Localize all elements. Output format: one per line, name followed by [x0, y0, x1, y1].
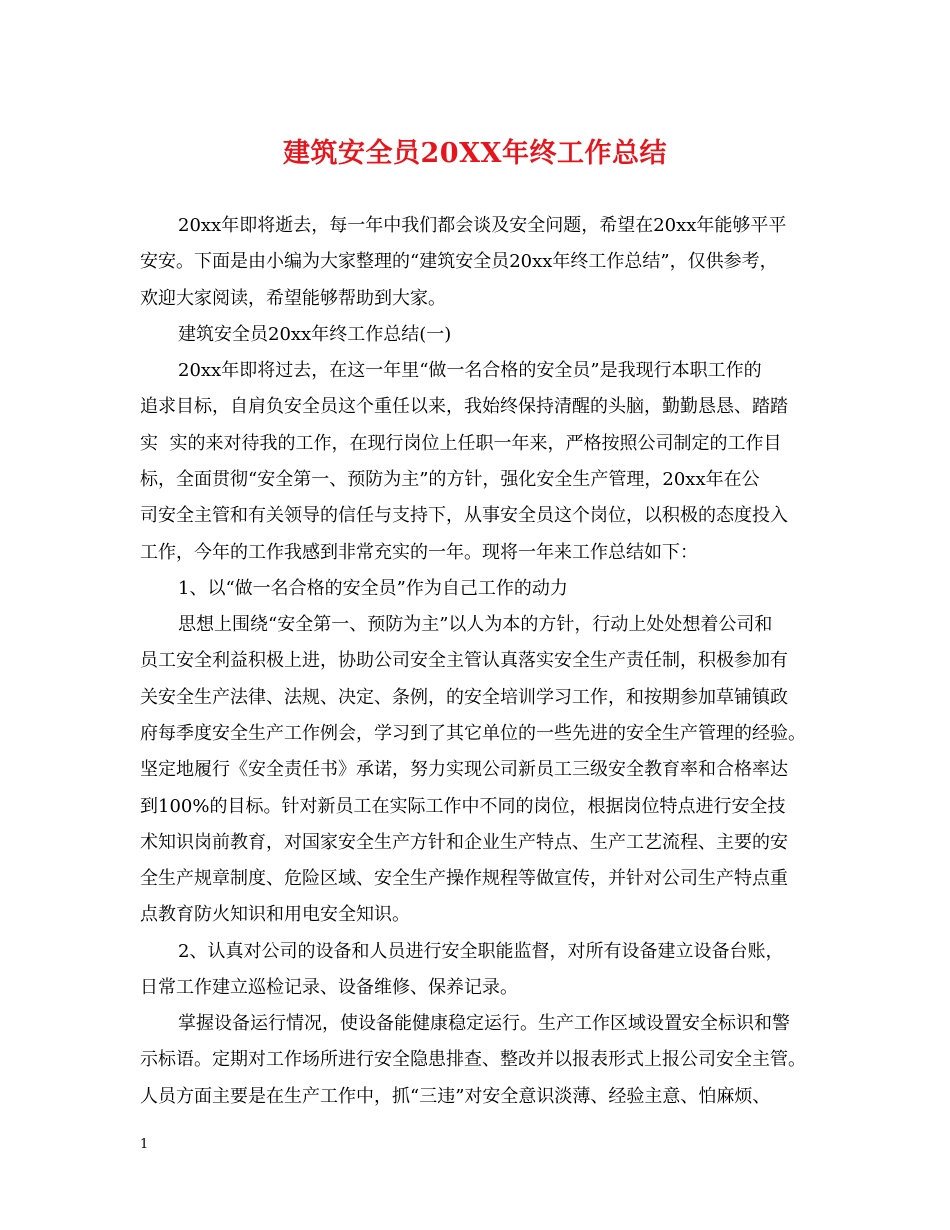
paragraph-1-line-1: 20xx年即将逝去，每一年中我们都会谈及安全问题，希望在20xx年能够平平: [178, 215, 787, 236]
paragraph-5-line-5: 坚定地履行《安全责任书》承诺，努力实现公司新员工三级安全教育率和合格率达: [140, 759, 788, 781]
paragraph-3-line-1: 20xx年即将过去，在这一年里“做一名合格的安全员”是我现行本职工作的: [178, 360, 762, 381]
paragraph-5-line-1: 思想上围绕“安全第一、预防为主”以人为本的方针，行动上处处想着公司和: [178, 614, 773, 635]
paragraph-3-line-2: 追求目标，自肩负安全员这个重任以来，我始终保持清醒的头脑，勤勤恳恳、踏踏: [140, 396, 788, 418]
paragraph-7-line-1: 掌握设备运行情况，使设备能健康稳定运行。生产工作区域设置安全标识和警: [178, 1013, 790, 1034]
paragraph-5-line-2: 员工安全利益积极上进，协助公司安全主管认真落实安全生产责任制，积极参加有: [140, 650, 788, 672]
paragraph-2-line-1: 建筑安全员20xx年终工作总结(一): [178, 324, 452, 345]
paragraph-3-line-6: 工作，今年的工作我感到非常充实的一年。现将一年来工作总结如下：: [140, 541, 698, 563]
paragraph-7-line-2: 示标语。定期对工作场所进行安全隐患排查、整改并以报表形式上报公司安全主管。: [140, 1049, 806, 1071]
paragraph-4-line-1: 1、以“做一名合格的安全员”作为自己工作的动力: [178, 578, 568, 599]
paragraph-1-line-3: 欢迎大家阅读，希望能够帮助到大家。: [140, 287, 446, 309]
paragraph-3-line-5: 司安全主管和有关领导的信任与支持下，从事安全员这个岗位，以积极的态度投入: [140, 505, 788, 527]
paragraph-1-line-2: 安安。下面是由小编为大家整理的“建筑安全员20xx年终工作总结”，仅供参考，: [140, 251, 778, 273]
paragraph-5-line-4: 府每季度安全生产工作例会，学习到了其它单位的一些先进的安全生产管理的经验。: [140, 722, 806, 744]
page-number: 1: [140, 1137, 149, 1152]
paragraph-3-line-4: 标，全面贯彻“安全第一、预防为主”的方针，强化安全生产管理，20xx年在公: [140, 468, 760, 490]
paragraph-7-line-3: 人员方面主要是在生产工作中，抓“三违”对安全意识淡薄、经验主意、怕麻烦、: [140, 1085, 771, 1107]
paragraph-5-line-3: 关安全生产法律、法规、决定、条例，的安全培训学习工作，和按期参加草铺镇政: [140, 686, 788, 708]
paragraph-5-line-8: 全生产规章制度、危险区域、安全生产操作规程等做宣传，并针对公司生产特点重: [140, 868, 788, 890]
paragraph-6-line-1: 2、认真对公司的设备和人员进行安全职能监督，对所有设备建立设备台账，: [178, 941, 784, 962]
paragraph-5-line-9: 点教育防火知识和用电安全知识。: [140, 904, 410, 926]
paragraph-3-line-3: 实 实的来对待我的工作，在现行岗位上任职一年来，严格按照公司制定的工作目: [140, 432, 782, 454]
paragraph-6-line-2: 日常工作建立巡检记录、设备维修、保养记录。: [140, 977, 518, 999]
paragraph-5-line-6: 到100%的目标。针对新员工在实际工作中不同的岗位，根据岗位特点进行安全技: [140, 795, 786, 817]
paragraph-5-line-7: 术知识岗前教育，对国家安全生产方针和企业生产特点、生产工艺流程、主要的安: [140, 831, 788, 853]
document-title: 建筑安全员20XX年终工作总结: [283, 138, 667, 169]
